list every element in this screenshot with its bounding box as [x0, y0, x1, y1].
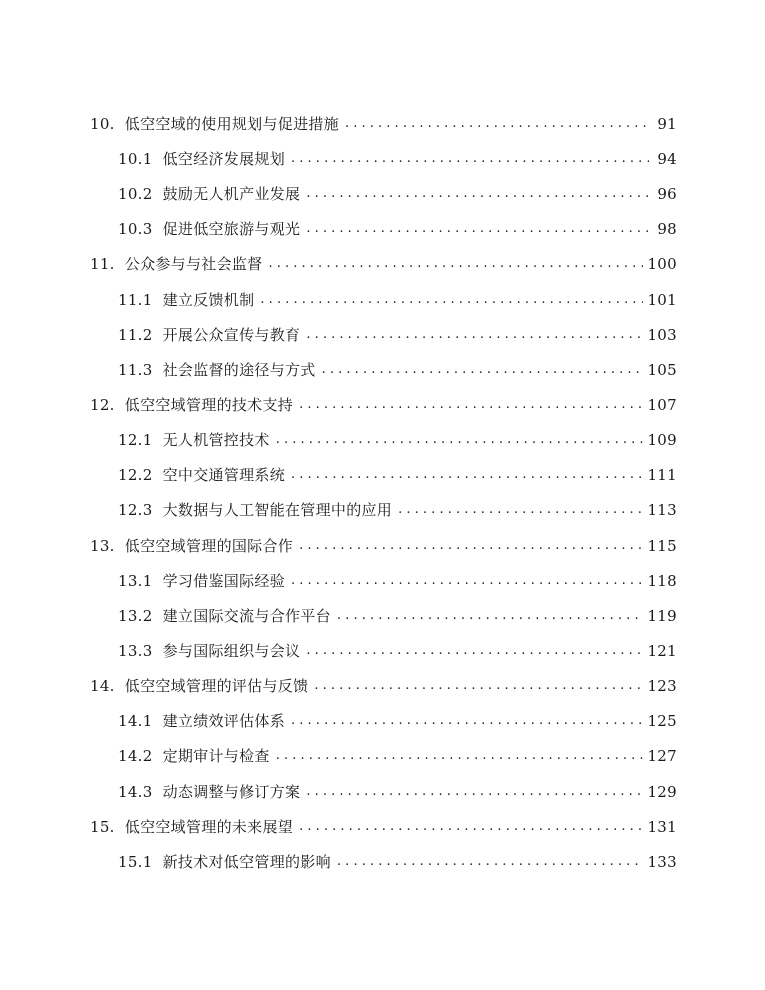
- toc-entry-page: 109: [643, 428, 677, 452]
- toc-entry-page: 107: [643, 393, 677, 417]
- toc-entry-number: 13.3: [118, 642, 153, 660]
- toc-entry-title: 开展公众宣传与教育: [162, 326, 301, 344]
- toc-entry-11[interactable]: [90, 252, 677, 276]
- toc-leader-dots: [306, 639, 643, 663]
- toc-entry-number: 10.3: [118, 220, 153, 238]
- toc-entry-page: 125: [643, 709, 677, 733]
- toc-entry-page: 105: [643, 358, 677, 382]
- toc-leader-dots: [345, 112, 649, 136]
- toc-entry-11-2[interactable]: [118, 323, 677, 347]
- toc-leader-dots: [314, 674, 643, 698]
- toc-entry-number: 11.1: [118, 291, 153, 309]
- toc-entry-number: 14.1: [118, 712, 153, 730]
- toc-entry-page: 123: [643, 674, 677, 698]
- toc-entry-number: 12.3: [118, 501, 153, 519]
- toc-entry-number: 14.2: [118, 747, 153, 765]
- toc-entry-number: 13.2: [118, 607, 153, 625]
- toc-leader-dots: [291, 463, 643, 487]
- toc-entry-number: 11.: [90, 255, 115, 273]
- toc-entry-number: 12.1: [118, 431, 153, 449]
- toc-leader-dots: [337, 850, 644, 874]
- toc-entry-number: 10.: [90, 115, 115, 133]
- toc-entry-title: 动态调整与修订方案: [162, 783, 301, 801]
- toc-entry-14[interactable]: [90, 674, 677, 698]
- toc-entry-title: 建立国际交流与合作平台: [162, 607, 331, 625]
- toc-entry-11-1[interactable]: [118, 288, 677, 312]
- toc-entry-title: 低空空域管理的技术支持: [124, 396, 294, 414]
- toc-entry-title: 空中交通管理系统: [162, 466, 286, 484]
- toc-entry-page: 129: [643, 780, 677, 804]
- toc-entry-page: 115: [643, 534, 677, 558]
- toc-entry-title: 公众参与与社会监督: [124, 255, 263, 273]
- toc-entry-title: 社会监督的途径与方式: [162, 361, 316, 379]
- toc-entry-title: 无人机管控技术: [162, 431, 270, 449]
- toc-entry-10-3[interactable]: [118, 217, 677, 241]
- toc-leader-dots: [299, 815, 643, 839]
- toc-entry-10[interactable]: [90, 112, 677, 136]
- toc-leader-dots: [299, 534, 643, 558]
- toc-entry-page: 113: [643, 498, 677, 522]
- toc-entry-12-3[interactable]: [118, 498, 677, 522]
- toc-entry-number: 14.3: [118, 783, 153, 801]
- toc-leader-dots: [306, 780, 643, 804]
- toc-entry-title: 参与国际组织与会议: [162, 642, 301, 660]
- toc-leader-dots: [291, 709, 643, 733]
- toc-entry-number: 12.: [90, 396, 115, 414]
- toc-entry-12-2[interactable]: [118, 463, 677, 487]
- toc-entry-14-1[interactable]: [118, 709, 677, 733]
- toc-entry-13-1[interactable]: [118, 569, 677, 593]
- toc-entry-number: 11.2: [118, 326, 153, 344]
- toc-entry-11-3[interactable]: [118, 358, 677, 382]
- toc-entry-number: 13.1: [118, 572, 153, 590]
- toc-entry-page: 103: [643, 323, 677, 347]
- toc-entry-title: 低空空域的使用规划与促进措施: [124, 115, 339, 133]
- toc-leader-dots: [306, 182, 649, 206]
- toc-entry-15-1[interactable]: [118, 850, 677, 874]
- toc-entry-number: 15.1: [118, 853, 153, 871]
- toc-entry-title: 促进低空旅游与观光: [162, 220, 301, 238]
- toc-entry-number: 14.: [90, 677, 115, 695]
- toc-entry-page: 101: [643, 288, 677, 312]
- toc-entry-page: 100: [643, 252, 677, 276]
- toc-entry-title: 低空空域管理的评估与反馈: [124, 677, 309, 695]
- toc-entry-12[interactable]: [90, 393, 677, 417]
- toc-entry-title: 建立绩效评估体系: [162, 712, 286, 730]
- toc-leader-dots: [276, 428, 644, 452]
- toc-entry-title: 建立反馈机制: [162, 291, 255, 309]
- toc-entry-number: 15.: [90, 818, 115, 836]
- toc-entry-13-2[interactable]: [118, 604, 677, 628]
- toc-entry-page: 127: [643, 744, 677, 768]
- toc-entry-14-2[interactable]: [118, 744, 677, 768]
- toc-entry-page: 98: [649, 217, 677, 241]
- toc-entry-13[interactable]: [90, 534, 677, 558]
- toc-leader-dots: [306, 217, 649, 241]
- toc-entry-page: 111: [643, 463, 677, 487]
- toc-entry-title: 鼓励无人机产业发展: [162, 185, 301, 203]
- toc-entry-page: 96: [649, 182, 677, 206]
- toc-entry-number: 12.2: [118, 466, 153, 484]
- toc-entry-number: 13.: [90, 537, 115, 555]
- toc-entry-title: 低空空域管理的国际合作: [124, 537, 294, 555]
- toc-entry-10-2[interactable]: [118, 182, 677, 206]
- toc-entry-page: 119: [643, 604, 677, 628]
- toc-leader-dots: [306, 323, 643, 347]
- toc-entry-title: 新技术对低空管理的影响: [162, 853, 331, 871]
- toc-entry-13-3[interactable]: [118, 639, 677, 663]
- toc-leader-dots: [291, 569, 643, 593]
- toc-entry-page: 118: [643, 569, 677, 593]
- toc-leader-dots: [322, 358, 644, 382]
- toc-entry-15[interactable]: [90, 815, 677, 839]
- toc-leader-dots: [260, 288, 643, 312]
- toc-entry-14-3[interactable]: [118, 780, 677, 804]
- toc-entry-title: 低空经济发展规划: [162, 150, 286, 168]
- toc-entry-page: 133: [643, 850, 677, 874]
- toc-entry-page: 91: [649, 112, 677, 136]
- toc-entry-page: 121: [643, 639, 677, 663]
- toc-entry-title: 定期审计与检查: [162, 747, 270, 765]
- toc-entry-10-1[interactable]: [118, 147, 677, 171]
- toc-entry-title: 大数据与人工智能在管理中的应用: [162, 501, 393, 519]
- toc-entry-number: 11.3: [118, 361, 153, 379]
- toc-entry-number: 10.2: [118, 185, 153, 203]
- toc-entry-title: 学习借鉴国际经验: [162, 572, 286, 590]
- toc-leader-dots: [276, 744, 644, 768]
- toc-entry-page: 131: [643, 815, 677, 839]
- toc-leader-dots: [337, 604, 644, 628]
- toc-leader-dots: [299, 393, 643, 417]
- toc-entry-number: 10.1: [118, 150, 153, 168]
- toc-leader-dots: [268, 252, 643, 276]
- toc-leader-dots: [398, 498, 643, 522]
- toc-entry-title: 低空空域管理的未来展望: [124, 818, 294, 836]
- toc-leader-dots: [291, 147, 649, 171]
- toc-entry-page: 94: [649, 147, 677, 171]
- toc-entry-12-1[interactable]: [118, 428, 677, 452]
